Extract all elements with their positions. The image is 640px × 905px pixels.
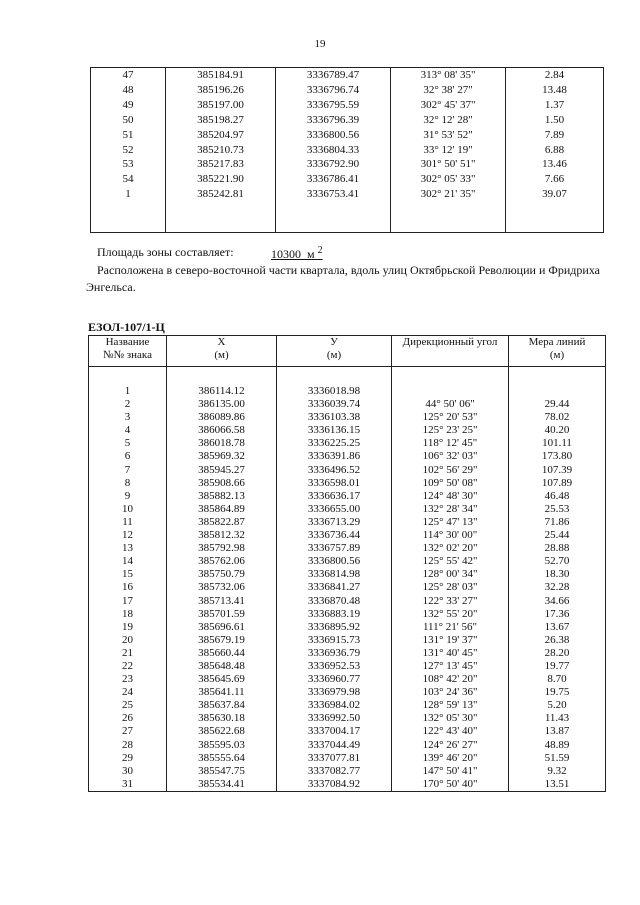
cell-point-number: 24 [89, 686, 167, 699]
cell-y-coordinate: 3336792.90 [276, 157, 391, 172]
cell-y-coordinate: 3336103.38 [277, 411, 392, 424]
cell-y-coordinate: 3336713.29 [277, 516, 392, 529]
cell-point-number: 5 [89, 437, 167, 450]
table-row [91, 157, 604, 172]
cell-y-coordinate: 3336841.27 [277, 581, 392, 594]
cell-line-length: 13.67 [509, 621, 606, 634]
cell-direction-angle: 122° 33' 27" [392, 595, 509, 608]
table-row [89, 581, 606, 594]
cell-point-number: 30 [89, 765, 167, 778]
cell-y-coordinate: 3336598.01 [277, 477, 392, 490]
cell-x-coordinate: 386018.78 [167, 437, 277, 450]
cell-point-number: 51 [91, 128, 166, 143]
cell-line-length: 78.02 [509, 411, 606, 424]
cell-x-coordinate: 385197.00 [166, 98, 276, 113]
header-text: №№ знака [103, 348, 152, 361]
cell-y-coordinate: 3336984.02 [277, 699, 392, 712]
table-spacer-row [89, 367, 606, 386]
cell-y-coordinate: 3336136.15 [277, 424, 392, 437]
header-point-number [89, 336, 167, 367]
table-row [89, 542, 606, 555]
cell-line-length: 46.48 [509, 490, 606, 503]
cell-direction-angle: 302° 05' 33" [391, 172, 506, 187]
cell-y-coordinate: 3337077.81 [277, 752, 392, 765]
header-text: (м) [326, 348, 342, 361]
cell-point-number: 16 [89, 581, 167, 594]
cell-line-length: 25.53 [509, 503, 606, 516]
cell-line-length: 29.44 [509, 398, 606, 411]
table-row [89, 503, 606, 516]
table-row [89, 411, 606, 424]
header-line-length [509, 336, 606, 367]
cell-y-coordinate: 3336883.19 [277, 608, 392, 621]
table-row [91, 83, 604, 98]
cell-x-coordinate: 385792.98 [167, 542, 277, 555]
table-row [89, 699, 606, 712]
cell-point-number: 2 [89, 398, 167, 411]
cell-y-coordinate: 3336936.79 [277, 647, 392, 660]
cell-x-coordinate: 385196.26 [166, 83, 276, 98]
cell-line-length: 107.39 [509, 464, 606, 477]
table-row [89, 778, 606, 792]
cell-point-number: 28 [89, 739, 167, 752]
cell-direction-angle: 124° 48' 30" [392, 490, 509, 503]
cell-direction-angle: 132° 05' 30" [392, 712, 509, 725]
cell-x-coordinate: 385660.44 [167, 647, 277, 660]
cell-point-number: 20 [89, 634, 167, 647]
table-row [89, 608, 606, 621]
header-text: Мера линий [528, 336, 586, 348]
cell-point-number: 12 [89, 529, 167, 542]
cell-point-number: 31 [89, 778, 167, 792]
cell-direction-angle: 125° 47' 13" [392, 516, 509, 529]
cell-y-coordinate: 3337082.77 [277, 765, 392, 778]
table-row [89, 595, 606, 608]
table-row [89, 660, 606, 673]
cell-line-length: 51.59 [509, 752, 606, 765]
cell-x-coordinate: 385945.27 [167, 464, 277, 477]
cell-direction-angle: 32° 38' 27" [391, 83, 506, 98]
table-row [89, 490, 606, 503]
cell-point-number: 47 [91, 68, 166, 83]
cell-x-coordinate: 385204.97 [166, 128, 276, 143]
cell-line-length: 48.89 [509, 739, 606, 752]
cell-y-coordinate: 3336795.59 [276, 98, 391, 113]
cell-direction-angle: 109° 50' 08" [392, 477, 509, 490]
table-row [91, 98, 604, 113]
cell-point-number: 10 [89, 503, 167, 516]
table-row [89, 634, 606, 647]
zone-area [97, 245, 323, 261]
cell-line-length: 26.38 [509, 634, 606, 647]
cell-x-coordinate: 385812.32 [167, 529, 277, 542]
cell-point-number: 11 [89, 516, 167, 529]
cell-point-number: 1 [91, 187, 166, 202]
table-row [89, 450, 606, 463]
cell-x-coordinate: 385645.69 [167, 673, 277, 686]
cell-y-coordinate: 3336757.89 [277, 542, 392, 555]
cell-y-coordinate: 3336789.47 [276, 68, 391, 83]
cell-x-coordinate: 385637.84 [167, 699, 277, 712]
cell-x-coordinate: 385750.79 [167, 568, 277, 581]
cell-point-number: 52 [91, 143, 166, 158]
cell-direction-angle: 131° 19' 37" [392, 634, 509, 647]
cell-line-length: 34.66 [509, 595, 606, 608]
cell-point-number: 50 [91, 113, 166, 128]
cell-y-coordinate: 3336870.48 [277, 595, 392, 608]
cell-y-coordinate: 3336636.17 [277, 490, 392, 503]
table-row [91, 143, 604, 158]
cell-direction-angle: 122° 43' 40" [392, 725, 509, 738]
cell-line-length: 101.11 [509, 437, 606, 450]
cell-line-length [509, 385, 606, 398]
cell-point-number: 18 [89, 608, 167, 621]
table-row [89, 555, 606, 568]
cell-point-number: 49 [91, 98, 166, 113]
cell-x-coordinate: 385762.06 [167, 555, 277, 568]
cell-line-length: 7.66 [506, 172, 604, 187]
table-row [89, 477, 606, 490]
cell-y-coordinate: 3336796.39 [276, 113, 391, 128]
cell-x-coordinate: 385210.73 [166, 143, 276, 158]
cell-x-coordinate: 385822.87 [167, 516, 277, 529]
cell-line-length: 9.32 [509, 765, 606, 778]
cell-direction-angle: 125° 28' 03" [392, 581, 509, 594]
cell-y-coordinate: 3336800.56 [277, 555, 392, 568]
cell-line-length: 19.75 [509, 686, 606, 699]
cell-line-length: 1.50 [506, 113, 604, 128]
cell-x-coordinate: 385242.81 [166, 187, 276, 202]
cell-line-length: 13.48 [506, 83, 604, 98]
cell-direction-angle: 103° 24' 36" [392, 686, 509, 699]
table-row [89, 398, 606, 411]
cell-point-number: 17 [89, 595, 167, 608]
cell-direction-angle: 102° 56' 29" [392, 464, 509, 477]
cell-direction-angle: 302° 21' 35" [391, 187, 506, 202]
cell-point-number: 53 [91, 157, 166, 172]
cell-direction-angle: 128° 00' 34" [392, 568, 509, 581]
cell-line-length: 25.44 [509, 529, 606, 542]
cell-direction-angle: 132° 55' 20" [392, 608, 509, 621]
cell-y-coordinate: 3336814.98 [277, 568, 392, 581]
cell-point-number: 19 [89, 621, 167, 634]
cell-y-coordinate: 3337004.17 [277, 725, 392, 738]
cell-y-coordinate: 3336018.98 [277, 385, 392, 398]
cell-x-coordinate: 385701.59 [167, 608, 277, 621]
cell-line-length: 8.70 [509, 673, 606, 686]
cell-direction-angle: 313° 08' 35" [391, 68, 506, 83]
cell-point-number: 4 [89, 424, 167, 437]
table-row [89, 752, 606, 765]
table-row [89, 765, 606, 778]
cell-x-coordinate: 385882.13 [167, 490, 277, 503]
cell-point-number: 21 [89, 647, 167, 660]
header-text: Х [217, 336, 226, 348]
empty-cell [506, 202, 604, 233]
cell-direction-angle: 301° 50' 51" [391, 157, 506, 172]
cell-x-coordinate: 385547.75 [167, 765, 277, 778]
cell-point-number: 26 [89, 712, 167, 725]
cell-y-coordinate: 3336655.00 [277, 503, 392, 516]
cell-line-length: 28.20 [509, 647, 606, 660]
cell-direction-angle: 125° 23' 25" [392, 424, 509, 437]
cell-point-number: 6 [89, 450, 167, 463]
coordinates-table-continued [90, 67, 604, 233]
table-row [89, 621, 606, 634]
empty-cell [166, 202, 276, 233]
cell-x-coordinate: 385595.03 [167, 739, 277, 752]
table-row [91, 187, 604, 202]
section-title: ЕЗОЛ-107/1-Ц [88, 320, 165, 334]
cell-line-length: 13.87 [509, 725, 606, 738]
page-number: 19 [314, 38, 326, 50]
cell-x-coordinate: 386089.86 [167, 411, 277, 424]
empty-cell [276, 202, 391, 233]
cell-direction-angle: 170° 50' 40" [392, 778, 509, 792]
cell-x-coordinate: 385184.91 [166, 68, 276, 83]
cell-direction-angle: 106° 32' 03" [392, 450, 509, 463]
cell-point-number: 23 [89, 673, 167, 686]
table-row [89, 739, 606, 752]
cell-direction-angle: 118° 12' 45" [392, 437, 509, 450]
cell-point-number: 29 [89, 752, 167, 765]
cell-point-number: 1 [89, 385, 167, 398]
cell-line-length: 13.51 [509, 778, 606, 792]
cell-point-number: 48 [91, 83, 166, 98]
cell-direction-angle: 108° 42' 20" [392, 673, 509, 686]
table-row [91, 172, 604, 187]
cell-direction-angle [392, 385, 509, 398]
cell-direction-angle: 114° 30' 00" [392, 529, 509, 542]
cell-line-length: 173.80 [509, 450, 606, 463]
cell-direction-angle: 32° 12' 28" [391, 113, 506, 128]
cell-y-coordinate: 3336960.77 [277, 673, 392, 686]
table-row [89, 464, 606, 477]
cell-direction-angle: 147° 50' 41" [392, 765, 509, 778]
cell-line-length: 32.28 [509, 581, 606, 594]
empty-cell [391, 202, 506, 233]
cell-line-length: 18.30 [509, 568, 606, 581]
table-row [89, 647, 606, 660]
cell-x-coordinate: 385696.61 [167, 621, 277, 634]
cell-direction-angle: 302° 45' 37" [391, 98, 506, 113]
cell-y-coordinate: 3336786.41 [276, 172, 391, 187]
cell-point-number: 15 [89, 568, 167, 581]
table-row [91, 128, 604, 143]
table-spacer-row [91, 202, 604, 233]
table-row [89, 385, 606, 398]
cell-line-length: 40.20 [509, 424, 606, 437]
cell-x-coordinate: 385648.48 [167, 660, 277, 673]
cell-line-length: 17.36 [509, 608, 606, 621]
cell-y-coordinate: 3336391.86 [277, 450, 392, 463]
cell-direction-angle: 139° 46' 20" [392, 752, 509, 765]
cell-x-coordinate: 385534.41 [167, 778, 277, 792]
cell-point-number: 14 [89, 555, 167, 568]
cell-x-coordinate: 385679.19 [167, 634, 277, 647]
cell-x-coordinate: 385969.32 [167, 450, 277, 463]
cell-direction-angle: 125° 20' 53" [392, 411, 509, 424]
cell-line-length: 2.84 [506, 68, 604, 83]
cell-x-coordinate: 385555.64 [167, 752, 277, 765]
cell-line-length: 19.77 [509, 660, 606, 673]
cell-x-coordinate: 385221.90 [166, 172, 276, 187]
cell-line-length: 28.88 [509, 542, 606, 555]
cell-direction-angle: 125° 55' 42" [392, 555, 509, 568]
cell-x-coordinate: 385630.18 [167, 712, 277, 725]
table-row [89, 529, 606, 542]
cell-x-coordinate: 385622.68 [167, 725, 277, 738]
cell-direction-angle: 128° 59' 13" [392, 699, 509, 712]
cell-y-coordinate: 3336895.92 [277, 621, 392, 634]
cell-x-coordinate: 385864.89 [167, 503, 277, 516]
cell-y-coordinate: 3336039.74 [277, 398, 392, 411]
cell-line-length: 39.07 [506, 187, 604, 202]
cell-point-number: 54 [91, 172, 166, 187]
cell-direction-angle: 31° 53' 52" [391, 128, 506, 143]
header-text: (м) [214, 348, 229, 361]
cell-y-coordinate: 3336979.98 [277, 686, 392, 699]
coordinates-table [88, 335, 606, 792]
cell-x-coordinate: 385198.27 [166, 113, 276, 128]
coordinates-table-body [89, 367, 606, 792]
cell-x-coordinate: 386135.00 [167, 398, 277, 411]
header-direction-angle [392, 336, 509, 367]
cell-point-number: 3 [89, 411, 167, 424]
zone-area-value: 10300 м $^2$ [271, 245, 323, 261]
cell-y-coordinate: 3336952.53 [277, 660, 392, 673]
cell-y-coordinate: 3336915.73 [277, 634, 392, 647]
cell-x-coordinate: 386066.58 [167, 424, 277, 437]
cell-direction-angle: 44° 50' 06" [392, 398, 509, 411]
cell-y-coordinate: 3336736.44 [277, 529, 392, 542]
cell-direction-angle: 131° 40' 45" [392, 647, 509, 660]
cell-y-coordinate: 3336753.41 [276, 187, 391, 202]
table-row [89, 568, 606, 581]
header-text: У [330, 336, 338, 348]
cell-direction-angle: 132° 28' 34" [392, 503, 509, 516]
cell-direction-angle: 127° 13' 45" [392, 660, 509, 673]
table-row [89, 437, 606, 450]
header-text: Название [105, 336, 150, 348]
cell-point-number: 8 [89, 477, 167, 490]
table-row [89, 712, 606, 725]
cell-y-coordinate: 3336800.56 [276, 128, 391, 143]
cell-direction-angle: 111° 21' 56" [392, 621, 509, 634]
cell-y-coordinate: 3337044.49 [277, 739, 392, 752]
table-row [89, 424, 606, 437]
header-text: (м) [549, 348, 565, 361]
cell-direction-angle: 132° 02' 20" [392, 542, 509, 555]
table-row [89, 686, 606, 699]
table-row [91, 68, 604, 83]
cell-point-number: 7 [89, 464, 167, 477]
cell-line-length: 107.89 [509, 477, 606, 490]
cell-x-coordinate: 385713.41 [167, 595, 277, 608]
zone-area-label: Площадь зоны составляет: [97, 245, 234, 259]
cell-line-length: 6.88 [506, 143, 604, 158]
table-row [89, 516, 606, 529]
table-row [89, 673, 606, 686]
cell-point-number: 25 [89, 699, 167, 712]
cell-x-coordinate: 385908.66 [167, 477, 277, 490]
cell-line-length: 71.86 [509, 516, 606, 529]
header-y-coordinate [277, 336, 392, 367]
cell-y-coordinate: 3336804.33 [276, 143, 391, 158]
cell-y-coordinate: 3336496.52 [277, 464, 392, 477]
cell-y-coordinate: 3337084.92 [277, 778, 392, 792]
empty-cell [91, 202, 166, 233]
zone-location-description: Расположена в северо-восточной части квартала, вдоль улиц Октябрьской Революции и Фридриха Энгельса. [86, 263, 600, 294]
cell-point-number: 22 [89, 660, 167, 673]
header-text: Дирекционный угол [402, 336, 498, 348]
cell-x-coordinate: 385217.83 [166, 157, 276, 172]
cell-y-coordinate: 3336225.25 [277, 437, 392, 450]
cell-line-length: 52.70 [509, 555, 606, 568]
cell-line-length: 5.20 [509, 699, 606, 712]
cell-point-number: 13 [89, 542, 167, 555]
cell-point-number: 27 [89, 725, 167, 738]
cell-y-coordinate: 3336796.74 [276, 83, 391, 98]
cell-direction-angle: 33° 12' 19" [391, 143, 506, 158]
cell-line-length: 13.46 [506, 157, 604, 172]
cell-x-coordinate: 386114.12 [167, 385, 277, 398]
table-row [91, 113, 604, 128]
header-x-coordinate [167, 336, 277, 367]
cell-y-coordinate: 3336992.50 [277, 712, 392, 725]
cell-line-length: 1.37 [506, 98, 604, 113]
cell-x-coordinate: 385641.11 [167, 686, 277, 699]
cell-x-coordinate: 385732.06 [167, 581, 277, 594]
cell-point-number: 9 [89, 490, 167, 503]
table-header-row [89, 336, 606, 367]
coordinates-table-body [91, 68, 604, 233]
table-row [89, 725, 606, 738]
cell-line-length: 7.89 [506, 128, 604, 143]
cell-line-length: 11.43 [509, 712, 606, 725]
cell-direction-angle: 124° 26' 27" [392, 739, 509, 752]
